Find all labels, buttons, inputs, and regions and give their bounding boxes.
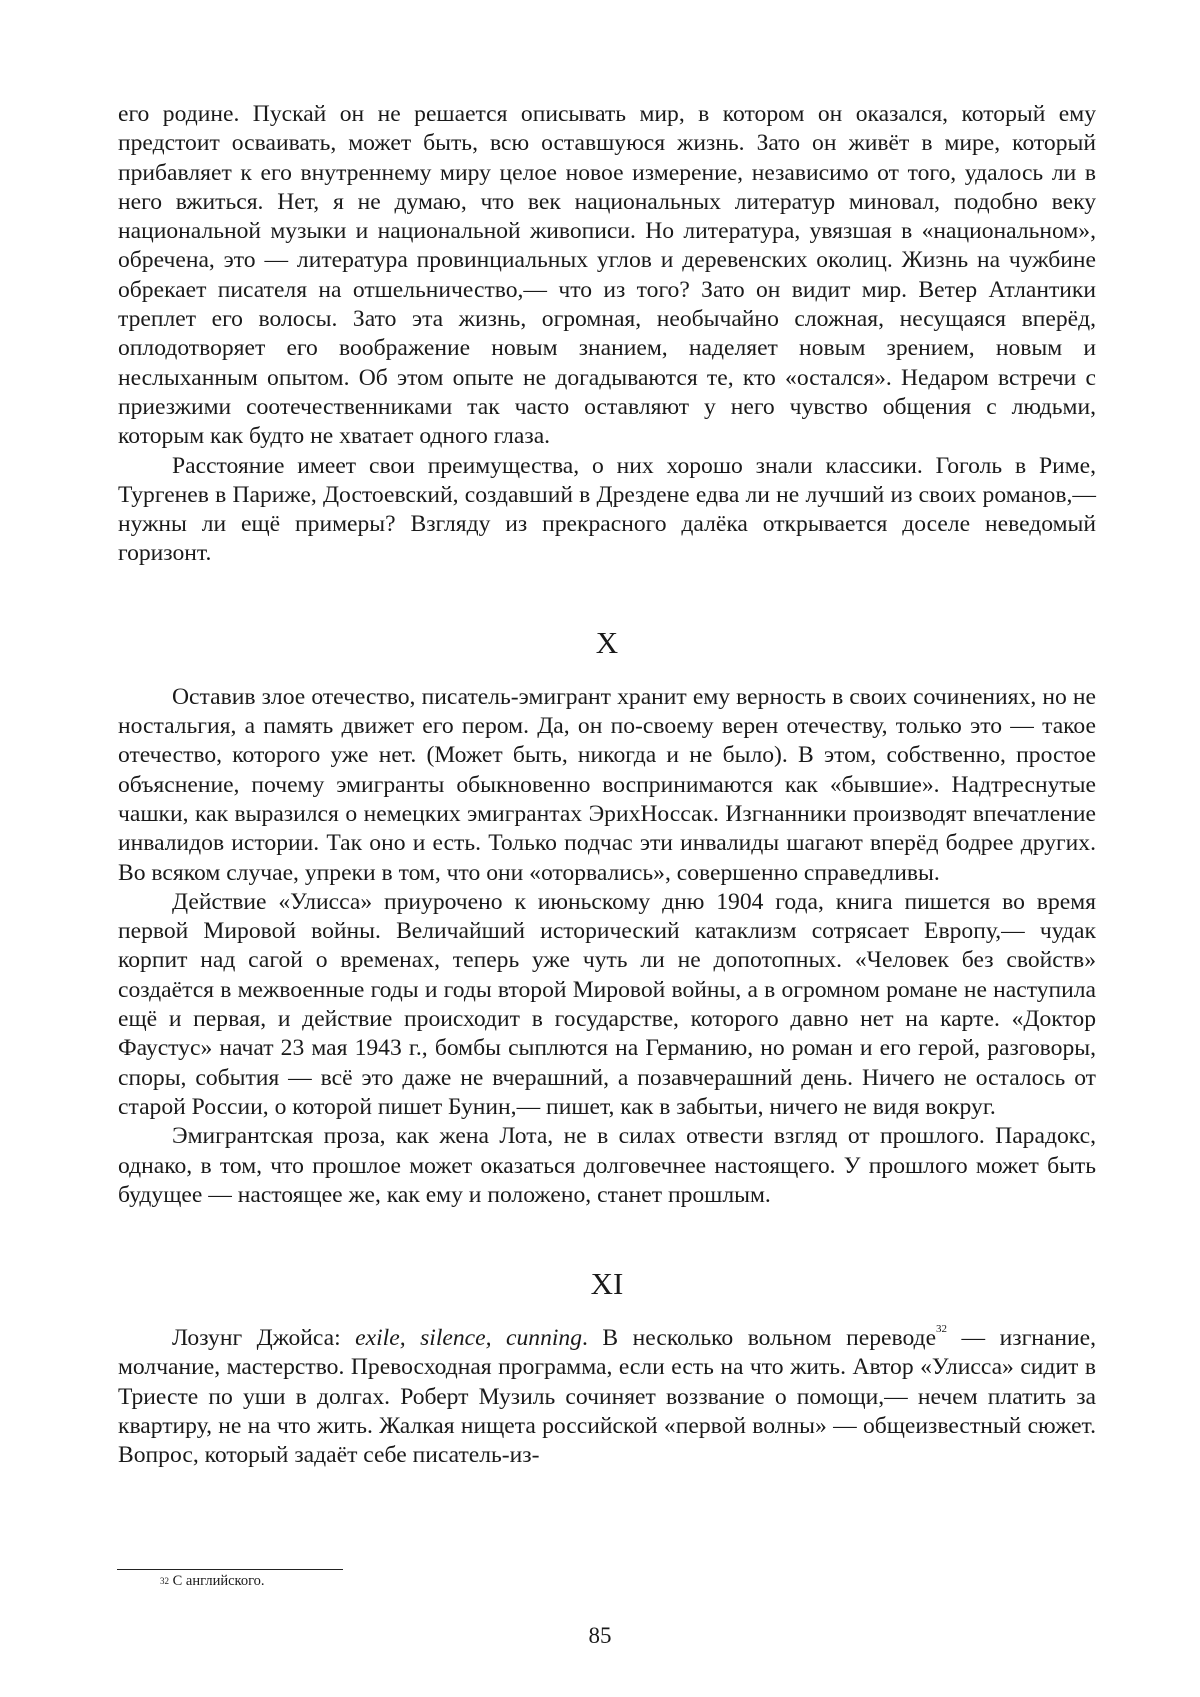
paragraph-lead-text: Лозунг Джойса: [172,1325,356,1352]
paragraph-ulysses: Действие «Улисса» приурочено к июньскому дню 1904 года, книга пишется во время первой Мировой войны. Величайший исторический катаклизм сотрясает Европу,— чудак корпит над сагой о временах, теперь уже чуть ли не допотопных. «Человек без свойств» создаётся в межвоенные годы и годы второй Мировой войны, а в огромном романе не наступила ещё и первая, и действие происходит в государстве, которого давно нет на карте. «Доктор Фаустус» начат 23 мая 1943 г., бомбы сыплются на Германию, но роман и его герой, разговоры, споры, события — всё это даже не вчерашний, а позавчерашний день. Ничего не осталось от старой России, о которой пишет Бунин,— пишет, как в забытьи, ничего не видя вокруг. [118,888,1096,1120]
paragraph-mid-text: . В несколько вольном переводе [582,1325,937,1352]
paragraph-joyce-motto [118,1324,1096,1470]
section-heading-x: X [595,624,619,660]
section-heading-xi: XI [590,1266,624,1302]
paragraph-continued: его родине. Пускай он не решается описывать мир, в котором он оказался, который ему предстоит осваивать, может быть, всю оставшуюся жизнь. Зато он живёт в мире, который прибавляет к его внутреннему миру целое новое измерение, независимо от того, удалось ли в него вжиться. Нет, я не думаю, что век национальных литератур миновал, подобно веку национальной музыки и национальной живописи. Но литература, увязшая в «национальном», обречена, это — литература провинциальных углов и деревенских околиц. Жизнь на чужбине обрекает писателя на отшельничество,— что из того? Зато он видит мир. Ветер Атлантики треплет его волосы. Зато эта жизнь, огромная, необычайно сложная, несущаяся вперёд, оплодотворяет его воображение новым знанием, наделяет новым зрением, новым и неслыханным опытом. Об этом опыте не догадываются те, кто «остался». Недаром встречи с приезжими соотечественниками так часто оставляют у него чувство общения с людьми, которым как будто не хватает одного глаза. [118,101,1096,450]
paragraph-evil-fatherland: Оставив злое отечество, писатель-эмигрант хранит ему верность в своих сочинениях, но не ностальгия, а память движет его пером. Да, он по-своему верен отечеству, только это — такое отечество, которого уже нет. (Может быть, никогда и не было). В этом, собственно, простое объяснение, почему эмигранты обыкновенно воспринимаются как «бывшие». Надтреснутые чашки, как выразился о немецких эмигрантах ЭрихНоссак. Изгнанники производят впечатление инвалидов истории. Так оно и есть. Только подчас эти инвалиды шагают вперёд бодрее других. Во всяком случае, упреки в том, что они «оторвались», совершенно справедливы. [118,683,1096,886]
paragraph-distance: Расстояние имеет свои преимущества, о них хорошо знали классики. Гоголь в Риме, Тургенев в Париже, Достоевский, создавший в Дрездене едва ли не лучший из своих романов,— нужны ли ещё примеры? Взгляду из прекрасного далёка открывается доселе неведомый горизонт. [118,452,1096,567]
page-number: 85 [588,1623,612,1648]
footnote [160,1572,265,1590]
motto-italic: exile, silence, cunning [355,1325,583,1352]
page-body [118,100,1096,1471]
paragraph-lots-wife: Эмигрантская проза, как жена Лота, не в силах отвести взгляд от прошлого. Парадокс, однако, в том, что прошлое может оказаться долговечнее настоящего. У прошлого может быть будущее — настоящее же, как ему и положено, станет прошлым. [118,1123,1096,1208]
footnote-divider [117,1569,343,1570]
footnote-text: С английского. [169,1573,265,1589]
footnote-number: 32 [160,1576,169,1586]
footnote-reference: 32 [936,1323,948,1336]
paragraph-rest-text: — изгнание, молчание, мастерство. Превосходная программа, если есть на что жить. Автор «Улисса» сидит в Триесте по уши в долгах. Роберт Музиль сочиняет воззвание о помощи,— нечем платить за квартиру, не на что жить. Жалкая нищета российской «первой волны» — общеизвестный сюжет. Вопрос, который задаёт себе писатель-из- [118,1325,1096,1469]
